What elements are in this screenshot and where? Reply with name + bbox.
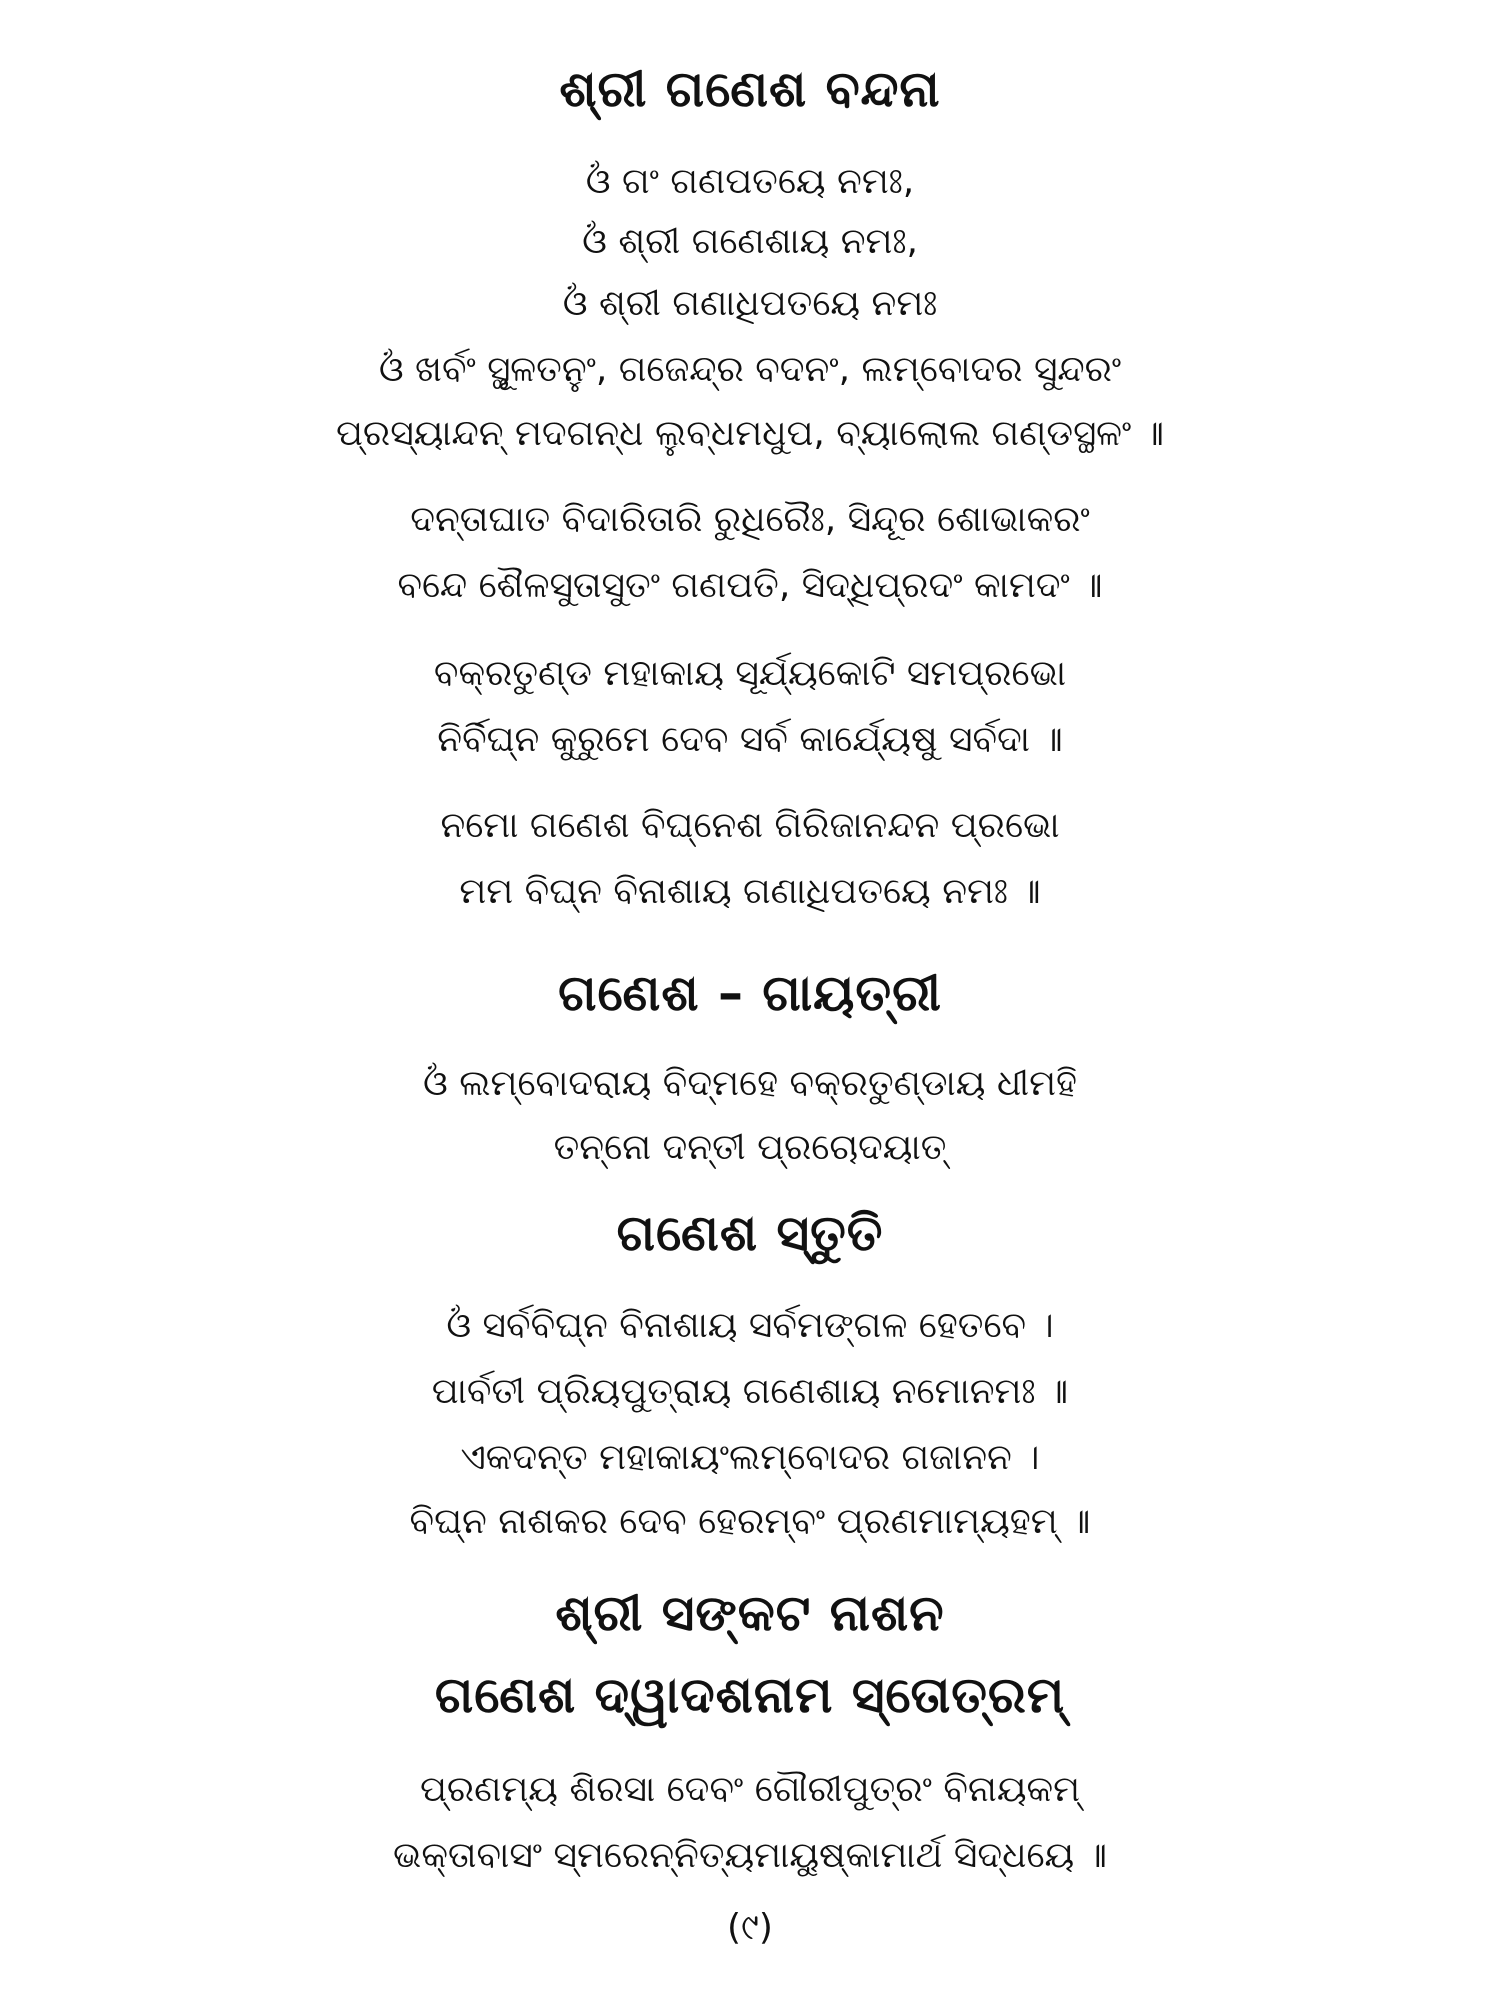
heading-ganesh-vandana: ଶ୍ରୀ ଗଣେଶ ବନ୍ଦନା xyxy=(559,60,941,118)
verse-line: ପ୍ରସ୍ୟାନ୍ଦନ୍ ମଦଗନ୍ଧ ଲୁବ୍ଧମଧୁପ, ବ୍ୟାଲୋଲ ଗଣ୍ଡସ୍ଥଳଂ ॥ xyxy=(336,413,1164,454)
heading-sankat-nashan: ଶ୍ରୀ ସଙ୍କଟ ନାଶନ xyxy=(555,1584,945,1642)
verse-line: ଦନ୍ତାଘାତ ବିଦାରିତାରି ରୁଧିରୈଃ, ସିନ୍ଦୂର ଶୋଭାକରଂ xyxy=(410,499,1090,540)
verse-line: ଏକଦନ୍ତ ମହାକାୟଂଲମ୍ବୋଦର ଗଜାନନ । xyxy=(460,1437,1040,1478)
verse-line: ତନ୍ନୋ ଦନ୍ତୀ ପ୍ରଚୋଦୟାତ୍ xyxy=(553,1127,947,1168)
verse-line: ଓଁ ସର୍ବବିଘ୍ନ ବିନାଶାୟ ସର୍ବମଙ୍ଗଳ ହେତବେ । xyxy=(446,1305,1054,1346)
heading-dwadashanama-stotram: ଗଣେଶ ଦ୍ୱାଦଶନାମ ସ୍ତୋତ୍ରମ୍ xyxy=(434,1666,1066,1724)
verse-line: ନମୋ ଗଣେଶ ବିଘ୍ନେଶ ଗିରିଜାନନ୍ଦନ ପ୍ରଭୋ xyxy=(440,805,1060,846)
page-number: (୯) xyxy=(727,1907,773,1948)
verse-line: ଓଁ ଶ୍ରୀ ଗଣାଧିପତୟେ ନମଃ xyxy=(562,283,938,324)
verse-line: ବକ୍ରତୁଣ୍ଡ ମହାକାୟ ସୂର୍ଯ୍ୟକୋଟି ସମପ୍ରଭୋ xyxy=(433,653,1067,694)
verse-line: ପ୍ରଣମ୍ୟ ଶିରସା ଦେବଂ ଗୌରୀପୁତ୍ରଂ ବିନାୟକମ୍ xyxy=(419,1769,1081,1810)
verse-line: ପାର୍ବତୀ ପ୍ରିୟପୁତ୍ରାୟ ଗଣେଶାୟ ନମୋନମଃ ॥ xyxy=(431,1371,1069,1412)
verse-line: ନିର୍ବିଘ୍ନ କୁରୁମେ ଦେବ ସର୍ବ କାର୍ଯ୍ୟେଷୁ ସର୍ବଦା ॥ xyxy=(437,719,1063,760)
verse-line: ବିଘ୍ନ ନାଶକର ଦେବ ହେରମ୍ବଂ ପ୍ରଣମାମ୍ୟହମ୍ ॥ xyxy=(409,1501,1091,1542)
verse-line: ଓଁ ଶ୍ରୀ ଗଣେଶାୟ ନମଃ, xyxy=(582,221,918,262)
verse-line: ବନ୍ଦେ ଶୈଳସୁତାସୁତଂ ଗଣପତି, ସିଦ୍ଧିପ୍ରଦଂ କାମଦଂ ॥ xyxy=(397,565,1103,606)
verse-line: ଓଁ ଖର୍ବଂ ସ୍ଥୂଳତନୁଂ, ଗଜେନ୍ଦ୍ର ବଦନଂ, ଲମ୍ବୋଦର ସୁନ୍ଦରଂ xyxy=(378,349,1122,390)
heading-ganesh-stuti: ଗଣେଶ ସ୍ତୁତି xyxy=(616,1204,884,1262)
verse-line: ମମ ବିଘ୍ନ ବିନାଶାୟ ଗଣାଧିପତୟେ ନମଃ ॥ xyxy=(459,871,1041,912)
verse-line: ଭକ୍ତାବାସଂ ସ୍ମରେନ୍ନିତ୍ୟମାୟୁଷ୍କାମାର୍ଥ ସିଦ୍ଧୟେ ॥ xyxy=(393,1835,1107,1876)
verse-line: ଓଁ ଲମ୍ବୋଦରାୟ ବିଦ୍ମହେ ବକ୍ରତୁଣ୍ଡାୟ ଧୀମହି xyxy=(422,1063,1078,1104)
verse-line: ଓଁ ଗଂ ଗଣପତୟେ ନମଃ, xyxy=(585,161,915,202)
heading-ganesh-gayatri: ଗଣେଶ – ଗାୟତ୍ରୀ xyxy=(558,964,942,1022)
